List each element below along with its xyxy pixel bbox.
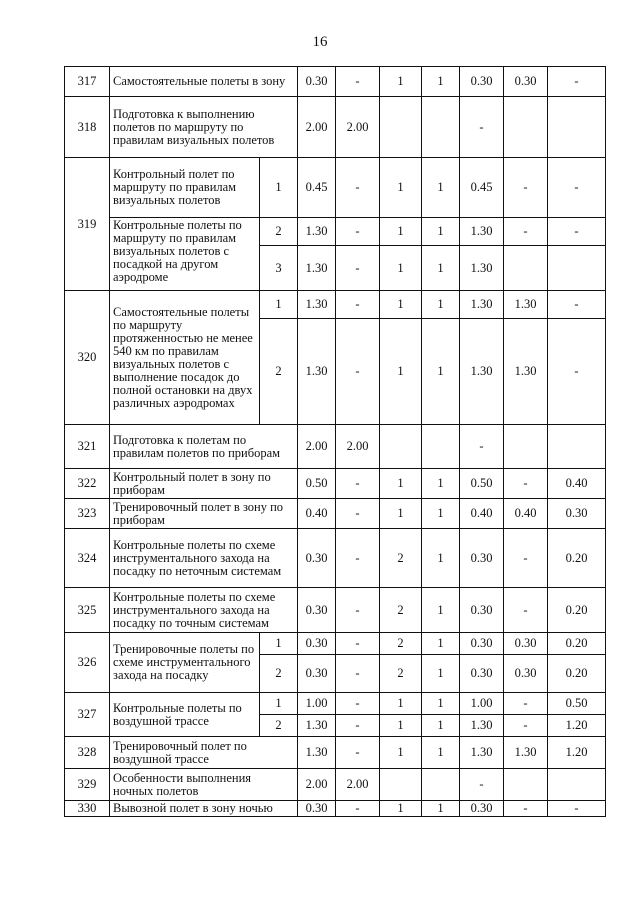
cell-value: 0.30 <box>460 801 504 817</box>
cell-value: 1 <box>422 218 460 246</box>
row-number: 321 <box>65 425 110 469</box>
row-number: 325 <box>65 588 110 633</box>
cell-value: 0.40 <box>504 499 548 529</box>
exercise-description: Контрольный полет по маршруту по правилам визуальных полетов <box>110 158 260 218</box>
cell-value <box>548 425 606 469</box>
cell-value: - <box>336 158 380 218</box>
cell-value: 1.00 <box>298 693 336 715</box>
cell-value: - <box>548 67 606 97</box>
cell-value: - <box>504 218 548 246</box>
exercise-description: Контрольный полет в зону по приборам <box>110 469 298 499</box>
cell-value: 1 <box>422 737 460 769</box>
cell-value: 0.30 <box>460 655 504 693</box>
cell-value: - <box>336 529 380 588</box>
cell-value: 1 <box>380 218 422 246</box>
sub-number: 1 <box>260 158 298 218</box>
row-number: 330 <box>65 801 110 817</box>
cell-value: - <box>548 801 606 817</box>
cell-value: 1.30 <box>460 246 504 291</box>
exercise-description: Тренировочный полет по воздушной трассе <box>110 737 298 769</box>
row-number: 329 <box>65 769 110 801</box>
cell-value: 0.30 <box>504 655 548 693</box>
cell-value: 1.20 <box>548 737 606 769</box>
cell-value: 1 <box>422 801 460 817</box>
cell-value: - <box>336 291 380 319</box>
exercise-description: Особенности выполнения ночных полетов <box>110 769 298 801</box>
cell-value: - <box>460 97 504 158</box>
cell-value <box>504 97 548 158</box>
cell-value: 1 <box>422 246 460 291</box>
cell-value: - <box>504 588 548 633</box>
row-number: 323 <box>65 499 110 529</box>
cell-value <box>548 769 606 801</box>
sub-number: 1 <box>260 633 298 655</box>
cell-value: 0.20 <box>548 633 606 655</box>
cell-value: 1 <box>422 499 460 529</box>
cell-value: 1.20 <box>548 715 606 737</box>
table-row-326-1 <box>65 633 606 655</box>
cell-value: 2.00 <box>298 97 336 158</box>
cell-value: - <box>336 319 380 425</box>
cell-value: 2.00 <box>298 769 336 801</box>
cell-value <box>380 769 422 801</box>
cell-value: 1 <box>380 499 422 529</box>
cell-value: 1 <box>422 67 460 97</box>
cell-value: - <box>504 715 548 737</box>
cell-value: 1 <box>422 469 460 499</box>
cell-value: - <box>336 737 380 769</box>
cell-value: 0.30 <box>460 633 504 655</box>
cell-value: - <box>460 425 504 469</box>
cell-value: - <box>336 67 380 97</box>
cell-value: 0.40 <box>548 469 606 499</box>
exercise-description: Тренировочный полет в зону по приборам <box>110 499 298 529</box>
cell-value <box>422 425 460 469</box>
cell-value <box>504 769 548 801</box>
exercise-description: Контрольные полеты по маршруту по правилам визуальных полетов с посадкой на другом аэродроме <box>110 218 260 291</box>
table-row-320-1 <box>65 291 606 319</box>
cell-value: 1.30 <box>298 715 336 737</box>
exercise-description: Подготовка к полетам по правилам полетов по приборам <box>110 425 298 469</box>
cell-value: 0.30 <box>460 588 504 633</box>
cell-value: 2 <box>380 588 422 633</box>
page-number: 16 <box>312 34 328 50</box>
cell-value: 2 <box>380 529 422 588</box>
cell-value: 1.30 <box>504 319 548 425</box>
cell-value: 1 <box>422 588 460 633</box>
row-number: 318 <box>65 97 110 158</box>
cell-value: - <box>336 246 380 291</box>
cell-value: 0.20 <box>548 588 606 633</box>
cell-value: 0.30 <box>298 67 336 97</box>
sub-number: 2 <box>260 715 298 737</box>
row-number: 319 <box>65 158 110 291</box>
cell-value <box>380 97 422 158</box>
cell-value: 1 <box>380 737 422 769</box>
cell-value: 1.30 <box>298 218 336 246</box>
cell-value: - <box>336 218 380 246</box>
cell-value: - <box>336 801 380 817</box>
cell-value: 0.30 <box>548 499 606 529</box>
cell-value: 0.30 <box>460 529 504 588</box>
row-number: 317 <box>65 67 110 97</box>
table-row-327-1 <box>65 693 606 715</box>
cell-value: 0.30 <box>460 67 504 97</box>
cell-value: 1.00 <box>460 693 504 715</box>
cell-value: - <box>336 499 380 529</box>
exercise-description: Самостоятельные полеты по маршруту протяженностью не менее 540 км по правилам визуальных полетов с выполнение посадок до полной остановки на двух различных аэродромах <box>110 291 260 425</box>
exercise-description: Подготовка к выполнению полетов по маршруту по правилам визуальных полетов <box>110 97 298 158</box>
exercise-description: Тренировочные полеты по схеме инструментального захода на посадку <box>110 633 260 693</box>
cell-value <box>422 97 460 158</box>
cell-value: 1.30 <box>298 246 336 291</box>
cell-value: - <box>548 158 606 218</box>
cell-value: - <box>336 655 380 693</box>
sub-number: 1 <box>260 693 298 715</box>
cell-value: - <box>504 529 548 588</box>
cell-value: 0.30 <box>298 655 336 693</box>
cell-value: 0.20 <box>548 655 606 693</box>
sub-number: 3 <box>260 246 298 291</box>
cell-value: 0.30 <box>298 633 336 655</box>
cell-value: 2.00 <box>336 769 380 801</box>
cell-value: - <box>336 693 380 715</box>
cell-value: 1 <box>422 291 460 319</box>
cell-value: 1 <box>380 801 422 817</box>
cell-value: 1 <box>422 655 460 693</box>
table-row-318 <box>65 97 606 158</box>
cell-value: 1 <box>422 693 460 715</box>
row-number: 328 <box>65 737 110 769</box>
row-number: 320 <box>65 291 110 425</box>
exercise-description: Вывозной полет в зону ночью <box>110 801 298 817</box>
cell-value: - <box>336 588 380 633</box>
cell-value: 0.50 <box>298 469 336 499</box>
cell-value: - <box>504 801 548 817</box>
table-row-329 <box>65 769 606 801</box>
cell-value: 2.00 <box>298 425 336 469</box>
cell-value <box>548 97 606 158</box>
cell-value: 0.30 <box>298 588 336 633</box>
cell-value: 0.50 <box>460 469 504 499</box>
cell-value: 0.30 <box>298 801 336 817</box>
cell-value <box>504 246 548 291</box>
cell-value: 1.30 <box>298 319 336 425</box>
table-row-324 <box>65 529 606 588</box>
flight-program-table <box>64 66 606 817</box>
table-row-321 <box>65 425 606 469</box>
cell-value: 1 <box>380 246 422 291</box>
row-number: 324 <box>65 529 110 588</box>
cell-value: 1.30 <box>460 319 504 425</box>
cell-value: 1 <box>422 529 460 588</box>
cell-value: 1 <box>422 158 460 218</box>
cell-value: - <box>548 319 606 425</box>
cell-value: 1 <box>422 715 460 737</box>
cell-value <box>548 246 606 291</box>
exercise-description: Контрольные полеты по воздушной трассе <box>110 693 260 737</box>
cell-value: - <box>504 693 548 715</box>
cell-value: 0.20 <box>548 529 606 588</box>
cell-value: - <box>336 633 380 655</box>
row-number: 322 <box>65 469 110 499</box>
table-row-328 <box>65 737 606 769</box>
cell-value: 0.50 <box>548 693 606 715</box>
cell-value: 1 <box>380 67 422 97</box>
cell-value: 1.30 <box>460 737 504 769</box>
cell-value: 1.30 <box>460 291 504 319</box>
cell-value: 0.30 <box>504 67 548 97</box>
cell-value <box>380 425 422 469</box>
cell-value: 1 <box>422 319 460 425</box>
table-row-325 <box>65 588 606 633</box>
cell-value: 1 <box>380 291 422 319</box>
cell-value: - <box>548 218 606 246</box>
cell-value: 0.30 <box>298 529 336 588</box>
table-row-323 <box>65 499 606 529</box>
cell-value: 1 <box>380 319 422 425</box>
cell-value: 1 <box>380 158 422 218</box>
cell-value <box>422 769 460 801</box>
table-row-322 <box>65 469 606 499</box>
exercise-description: Контрольные полеты по схеме инструментального захода на посадку по неточным системам <box>110 529 298 588</box>
table-row-317 <box>65 67 606 97</box>
cell-value <box>504 425 548 469</box>
cell-value: 1.30 <box>504 291 548 319</box>
cell-value: 2 <box>380 633 422 655</box>
cell-value: 1.30 <box>460 715 504 737</box>
cell-value: 1 <box>380 693 422 715</box>
cell-value: 0.40 <box>460 499 504 529</box>
cell-value: - <box>336 469 380 499</box>
sub-number: 2 <box>260 319 298 425</box>
cell-value: - <box>336 715 380 737</box>
cell-value: 1.30 <box>298 291 336 319</box>
sub-number: 2 <box>260 218 298 246</box>
row-number: 326 <box>65 633 110 693</box>
table-row-330 <box>65 801 606 817</box>
table-row-319-1 <box>65 158 606 218</box>
cell-value: 0.30 <box>504 633 548 655</box>
cell-value: 1 <box>422 633 460 655</box>
exercise-description: Контрольные полеты по схеме инструментального захода на посадку по точным системам <box>110 588 298 633</box>
cell-value: 1 <box>380 469 422 499</box>
sub-number: 1 <box>260 291 298 319</box>
cell-value: 1.30 <box>504 737 548 769</box>
cell-value: - <box>504 469 548 499</box>
cell-value: - <box>548 291 606 319</box>
cell-value: 1.30 <box>460 218 504 246</box>
cell-value: 0.45 <box>298 158 336 218</box>
table-row-319-2 <box>65 218 606 246</box>
cell-value: 2 <box>380 655 422 693</box>
cell-value: 1.30 <box>298 737 336 769</box>
cell-value: 2.00 <box>336 97 380 158</box>
cell-value: - <box>504 158 548 218</box>
cell-value: 0.45 <box>460 158 504 218</box>
exercise-description: Самостоятельные полеты в зону <box>110 67 298 97</box>
cell-value: 0.40 <box>298 499 336 529</box>
sub-number: 2 <box>260 655 298 693</box>
cell-value: 2.00 <box>336 425 380 469</box>
row-number: 327 <box>65 693 110 737</box>
cell-value: 1 <box>380 715 422 737</box>
cell-value: - <box>460 769 504 801</box>
